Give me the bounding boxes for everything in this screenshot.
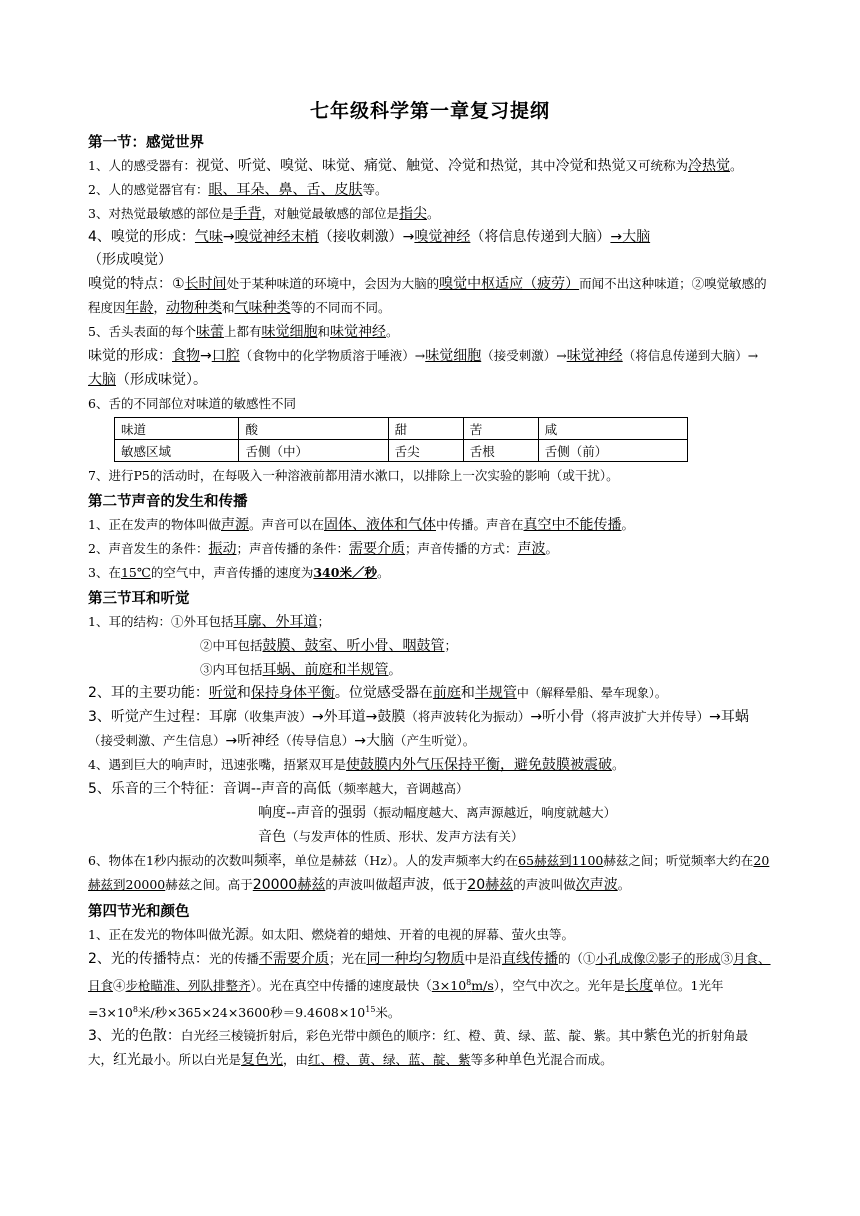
text: 同一种均匀物质 (366, 951, 465, 967)
text: 20赫兹到20000 (88, 853, 770, 892)
s1-line-3 (88, 202, 772, 226)
text: 冷觉和热觉 (555, 158, 626, 174)
text: 嗅觉神经 (414, 229, 471, 245)
text: 1、正在发声的物体叫做 (88, 517, 221, 532)
text: 使鼓膜内外气压保持平衡，避免鼓膜被震破 (345, 757, 612, 773)
s1-line-1 (88, 154, 772, 178)
s3-line-6 (88, 849, 772, 897)
text: （产生听觉）。 (394, 733, 476, 748)
text: ，其中 (517, 158, 556, 173)
text: 小孔成像②影子的形成 (595, 951, 721, 966)
text: 3、光的色散： (88, 1028, 181, 1045)
text: 。 (730, 158, 743, 173)
text: 的折射角最大， (88, 1028, 748, 1068)
text: 2、光的传播特点： (88, 951, 209, 967)
text: ），空气中次之。光年是 (493, 978, 625, 994)
text: （收集声波） (236, 709, 312, 724)
text: 手背 (233, 206, 262, 222)
text: ④ (113, 978, 126, 994)
s3-line-4 (88, 753, 772, 777)
text: 动物种类 (166, 300, 223, 316)
table-cell: 舌侧（中） (239, 440, 388, 462)
text: ； (444, 638, 458, 653)
text: 1、人的感受器有： (88, 158, 196, 173)
text: ， (153, 300, 167, 315)
taste-formation (88, 344, 772, 392)
text: 月食、日食 (88, 951, 771, 994)
text: 气味种类 (234, 300, 291, 316)
section-1-heading: 第一节：感觉世界 (88, 135, 204, 151)
text: →大脑 (610, 229, 651, 245)
text: ，由 (283, 1052, 309, 1068)
text: 。 (545, 541, 559, 556)
text: → (222, 229, 235, 245)
table-cell: 舌尖 (388, 440, 463, 462)
text: 20赫兹 (467, 877, 514, 893)
text: →听神经 (225, 733, 280, 749)
s3-line-1c (88, 658, 772, 682)
text: 指尖 (398, 206, 427, 222)
text: 单位。1光年=3×10 (88, 978, 724, 1021)
text: 听觉 (208, 685, 237, 701)
taste-table (114, 417, 688, 462)
s3-line-1 (88, 610, 772, 634)
table-cell: 咸 (538, 418, 687, 440)
text: ；声音传播的方式： (404, 541, 518, 556)
text: 长时间 (184, 276, 227, 292)
text: 米。 (375, 1005, 401, 1021)
text: 。 (617, 877, 631, 892)
table-cell: 舌根 (463, 440, 538, 462)
text: （将信息传递到大脑） (470, 229, 611, 245)
text: 2、耳的主要功能： (88, 685, 209, 701)
s1-line-2 (88, 178, 772, 202)
text: 气味 (194, 229, 223, 245)
text: 4、嗅觉的形成： (88, 229, 195, 245)
text: 不需要介质 (258, 951, 329, 967)
text: 赫兹之间；听觉频率大约在 (603, 853, 754, 868)
text: 红光 (113, 1052, 142, 1069)
text: 味觉细胞 (261, 324, 318, 340)
s4-line-3 (88, 1024, 772, 1072)
table-row (115, 440, 688, 462)
text: 65赫兹到1100 (518, 853, 604, 868)
text: 嗅觉中枢适应（疲劳） (439, 276, 580, 292)
text: 半规管 (474, 685, 517, 701)
text: 鼓膜、鼓室、听小骨、咽鼓管 (262, 638, 445, 654)
text: 光的传播 (208, 951, 259, 966)
text: 等多种 (470, 1052, 509, 1068)
text: 上都有 (223, 324, 262, 339)
text: 步枪瞄准、列队排整齐 (125, 978, 251, 994)
text: m/s (471, 978, 494, 994)
text: 大脑 (88, 372, 116, 388)
text: ③ (720, 951, 734, 966)
text: 等的不同而不同。 (290, 300, 391, 315)
text: 赫兹之间。高于 (165, 877, 253, 892)
light-speed (432, 978, 494, 993)
text: 冷热觉 (688, 158, 730, 174)
s3-line-5c (88, 825, 772, 849)
text: 固体、液体和气体 (323, 517, 436, 533)
table-cell: 酸 (239, 418, 388, 440)
s2-line-3 (88, 561, 772, 584)
text: （传导信息） (279, 733, 355, 748)
text: （食物中的化学物质溶于唾液）→ (239, 348, 426, 363)
text: → (200, 348, 212, 364)
text: 。如太阳、燃烧着的蜡烛、开着的电视的屏幕、萤火虫等。 (248, 927, 574, 942)
s2-line-2 (88, 537, 772, 561)
text: 振动 (208, 541, 237, 557)
text: （形成味觉）。 (116, 372, 207, 388)
s3-line-3 (88, 705, 772, 753)
text: ，单位是赫兹（Hz）。人的发声频率大约在 (281, 853, 519, 868)
text: （与发声体的性质、形状、发声方法有关） (286, 829, 524, 844)
page-title: 七年级科学第一章复习提纲 (309, 100, 550, 122)
s4-line-1 (88, 923, 772, 947)
text: （将声波转化为振动） (405, 709, 531, 724)
table-cell: 舌侧（前） (538, 440, 687, 462)
text: 。 (426, 206, 440, 221)
s1-line-6: 6、舌的不同部位对味道的敏感性不同 (88, 396, 296, 411)
text: （接受刺激、产生信息） (88, 733, 226, 748)
s3-line-1b (88, 634, 772, 658)
text: 等。 (362, 182, 388, 197)
text: 味觉细胞 (425, 348, 482, 364)
table-row (115, 418, 688, 440)
text: 3、在 (88, 565, 121, 580)
text: →耳蜗 (709, 709, 749, 725)
section-2-heading: 第二节声音的发生和传播 (88, 494, 248, 510)
text: 2、声音发生的条件： (88, 541, 209, 556)
text: 和 (236, 685, 251, 701)
text: 。 (611, 757, 625, 772)
text: 。声音可以在 (248, 517, 324, 532)
text: 嗅觉神经末梢 (234, 229, 319, 245)
s4-line-2 (88, 947, 772, 1024)
text: 1、正在发光的物体叫做 (88, 927, 221, 942)
text: （接受刺激）→ (481, 348, 567, 363)
text: 又可统称为 (625, 158, 688, 173)
s2-line-1 (88, 513, 772, 537)
text: 味觉神经 (330, 324, 386, 340)
table-cell: 苦 (463, 418, 538, 440)
text: 8 (466, 978, 472, 987)
text: 的（① (557, 951, 596, 966)
text: 和 (460, 685, 475, 701)
text: 1、耳的结构：①外耳包括 (88, 614, 234, 629)
text: 的声波叫做 (325, 877, 388, 892)
text: 中（解释晕船、晕车现象）。 (516, 686, 667, 700)
text: ；光在 (328, 951, 367, 966)
text: 耳廓、外耳道 (233, 614, 318, 630)
text: 口腔 (211, 348, 240, 364)
text: 340米／秒 (313, 565, 377, 580)
text: 音色 (258, 829, 286, 845)
s3-line-5b (88, 801, 772, 825)
text: 和 (222, 300, 235, 315)
text: 3×10 (431, 978, 467, 994)
text: 复色光 (241, 1052, 284, 1069)
text: ，对触觉最敏感的部位是 (261, 206, 399, 221)
text: 光源 (220, 927, 249, 943)
text: 中是沿 (464, 951, 502, 966)
text: 白光经三棱镜折射后，彩色光带中颜色的顺序：红、橙、黄、绿、蓝、靛、紫。其中 (180, 1028, 644, 1044)
table-cell: 味道 (115, 418, 239, 440)
text: 和 (317, 324, 330, 339)
text: （将信息传递到大脑）→ (622, 348, 759, 363)
text: 长度 (625, 978, 653, 995)
text: 的空气中，声音传播的速度为 (150, 565, 314, 580)
text: 味觉的形成： (88, 348, 172, 364)
table-cell: 敏感区域 (115, 440, 239, 462)
text: 6、物体在1秒内振动的次数叫 (88, 853, 254, 868)
text: 超声波 (387, 877, 430, 893)
text: →听小骨 (530, 709, 585, 725)
text: 4、遇到巨大的响声时，迅速张嘴，捂紧双耳是 (88, 757, 346, 772)
section-3-heading: 第三节耳和听觉 (88, 591, 190, 607)
text: 年龄 (125, 300, 154, 316)
text: 。 (376, 565, 390, 580)
text: 单色光 (508, 1052, 551, 1069)
text: ；声音传播的条件： (236, 541, 349, 556)
text: 频率 (253, 853, 282, 869)
text: 眼、耳朵、鼻、舌、皮肤 (208, 182, 363, 198)
text: 味觉神经 (566, 348, 623, 364)
table-cell: 甜 (388, 418, 463, 440)
text: ③内耳包括 (200, 662, 263, 677)
text: 直线传播 (501, 951, 558, 967)
text: 3、对热觉最敏感的部位是 (88, 206, 234, 221)
smell-features (88, 272, 772, 320)
text: ）。光在真空中传播的速度最快（ (250, 978, 432, 994)
s3-line-5 (88, 777, 772, 801)
s1-line-7: 7、进行P5的活动时，在每吸入一种溶液前都用清水漱口，以排除上一次实验的影响（或干扰）。 (88, 468, 619, 483)
text: （形成嗅觉） (88, 252, 172, 268)
text: （将声波扩大并传导） (584, 709, 710, 724)
text: 中传播。声音在 (435, 517, 524, 532)
text: 而闻不出这种味道；②嗅觉敏感的程度因 (88, 276, 767, 315)
text: 混合而成。 (550, 1052, 613, 1068)
s1-line-4 (88, 226, 772, 272)
text: 保持身体平衡 (250, 685, 335, 701)
text: 15℃ (120, 565, 151, 580)
text: 味蕾 (195, 324, 224, 340)
text: 声源 (220, 517, 249, 533)
text: 的声波叫做 (513, 877, 576, 892)
text: 前庭 (432, 685, 461, 701)
text: ②中耳包括 (200, 638, 263, 653)
text: （频率越大，音调越高） (331, 781, 469, 796)
text: 真空中不能传播 (523, 517, 622, 533)
text: 15 (365, 1005, 376, 1015)
text: 红、橙、黄、绿、蓝、靛、紫 (308, 1052, 471, 1068)
text: 紫色光 (643, 1028, 686, 1045)
s1-line-5 (88, 320, 772, 344)
text: （接收刺激）→ (318, 229, 415, 245)
text: 8 (132, 1005, 138, 1015)
text: 次声波 (575, 877, 618, 893)
text: 嗅觉的特点：① (88, 276, 185, 292)
text: →大脑 (354, 733, 394, 749)
text: （振动幅度越大、离声源越近，响度就越大） (366, 805, 617, 820)
text: 2、人的感觉器官有： (88, 182, 209, 197)
text: 食物 (172, 348, 200, 364)
section-4-heading: 第四节光和颜色 (88, 904, 190, 920)
text: 20000赫兹 (252, 877, 326, 893)
text: 5、舌头表面的每个 (88, 324, 196, 339)
text: 。 (621, 517, 635, 532)
text: 响度--声音的强弱 (258, 805, 367, 821)
text: 。 (388, 662, 402, 677)
text: 处于某种味道的环境中，会因为大脑的 (226, 276, 440, 291)
text: →外耳道→鼓膜 (311, 709, 406, 725)
text: 耳蜗、前庭和半规管 (262, 662, 389, 678)
text: ； (317, 614, 330, 629)
text: 最小。所以白光是 (141, 1052, 242, 1068)
text: ，低于 (429, 877, 468, 892)
s3-line-2 (88, 682, 772, 705)
text: 声波 (517, 541, 546, 557)
text: 。位觉感受器在 (334, 685, 433, 701)
text: 需要介质 (348, 541, 405, 557)
text: 米/秒×365×24×3600秒＝9.4608×10 (137, 1005, 366, 1021)
document-page (88, 96, 772, 1072)
text: 5、乐音的三个特征：音调--声音的高低 (88, 781, 332, 797)
text: 3、听觉产生过程：耳廓 (88, 709, 237, 725)
text: 。 (386, 324, 399, 339)
text: 视觉、听觉、嗅觉、味觉、痛觉、触觉、冷觉和热觉 (195, 158, 518, 174)
